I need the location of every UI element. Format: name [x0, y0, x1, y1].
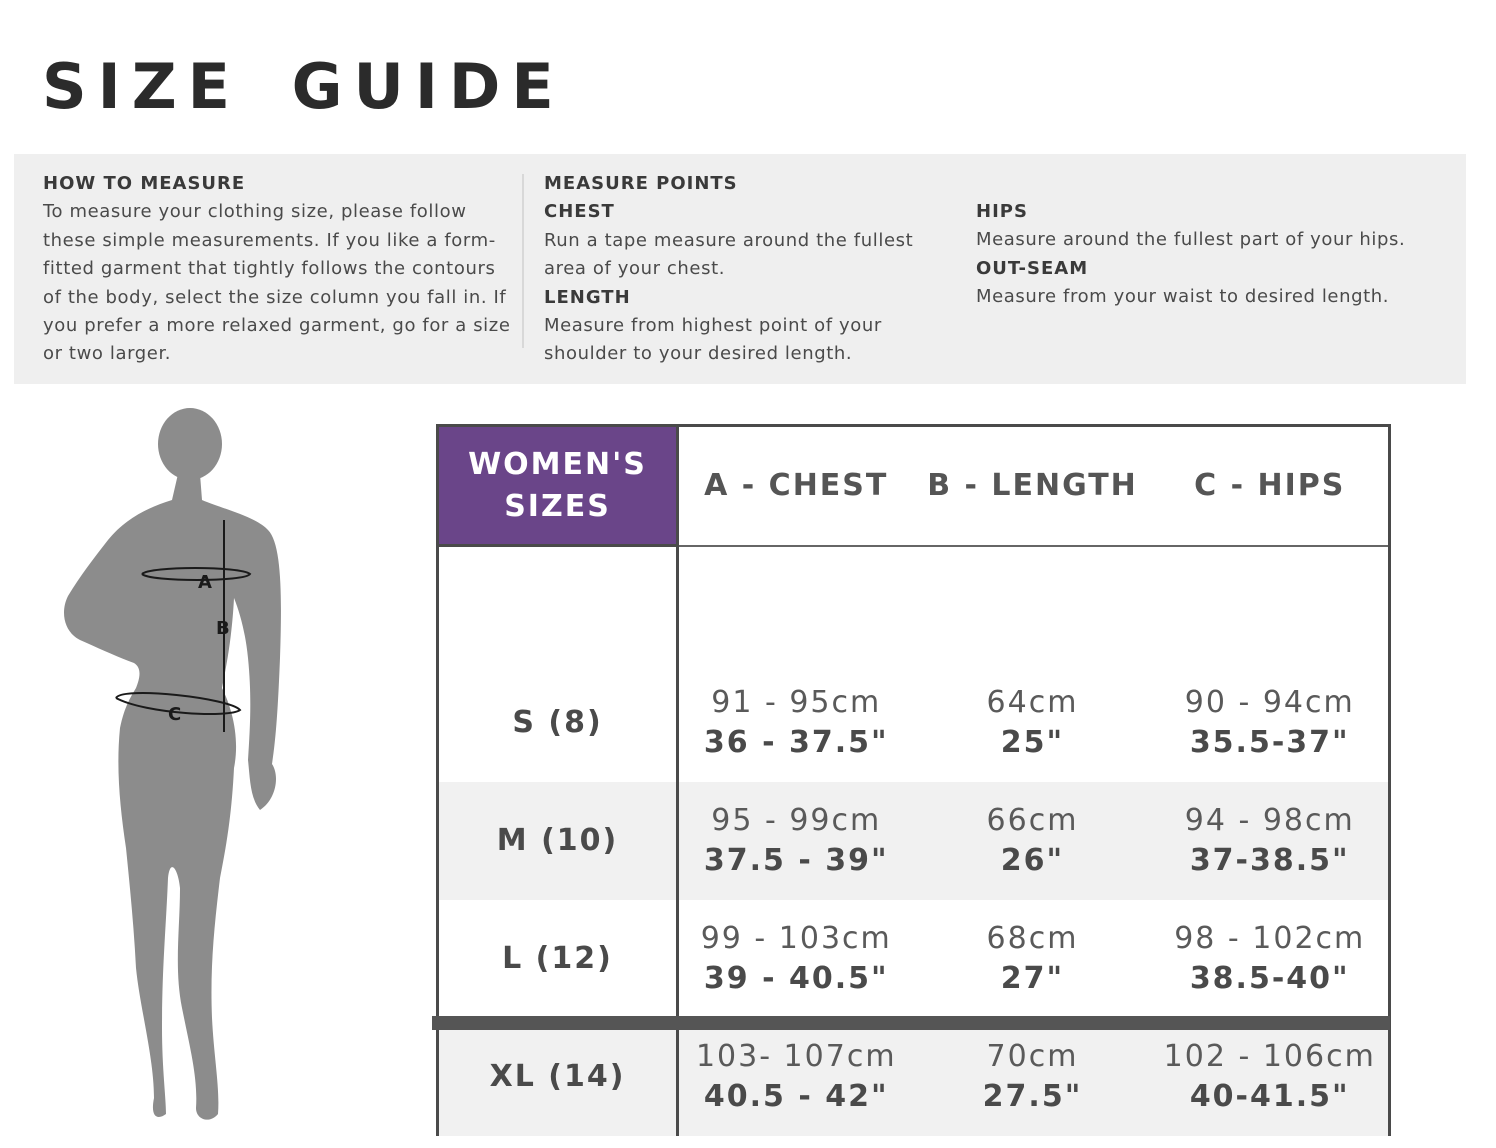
size-label: L (12): [438, 900, 678, 1018]
hips-cm: 98 - 102cm: [1174, 920, 1366, 956]
chest-cm: 103- 107cm: [695, 1038, 897, 1074]
hips-label: HIPS: [976, 201, 1028, 222]
length-text: Measure from highest point of your shoulder to your desired length.: [544, 315, 882, 365]
table-row: [438, 782, 1390, 900]
chest-label: CHEST: [544, 201, 615, 223]
hips-cm: 94 - 98cm: [1184, 802, 1355, 838]
figure-body: [64, 474, 281, 1120]
outseam-text: Measure from your waist to desired length.: [976, 286, 1390, 308]
outseam-label: OUT-SEAM: [976, 257, 1089, 279]
length-in: 27.5": [982, 1078, 1083, 1114]
chest-cell: [678, 1018, 914, 1136]
chest-in: 36 - 37.5": [703, 724, 889, 760]
spacer-row: [438, 546, 1390, 664]
hips-cell: [1152, 1018, 1390, 1136]
measure-points-heading: MEASURE POINTS: [544, 173, 738, 194]
length-label: LENGTH: [544, 286, 631, 308]
length-header: B - LENGTH: [914, 426, 1152, 546]
panel-divider: [522, 174, 524, 348]
table-row: [438, 900, 1390, 1018]
hips-cm: 102 - 106cm: [1163, 1038, 1376, 1074]
length-in: 25": [1000, 724, 1065, 760]
figure-label-a: A: [198, 572, 212, 593]
corner-line-1: WOMEN'S: [468, 446, 647, 482]
chest-cm: 95 - 99cm: [711, 802, 882, 838]
hips-cell: [1152, 664, 1390, 782]
length-cm: 64cm: [986, 684, 1079, 720]
measure-points-section: [544, 170, 924, 369]
how-to-measure-text: To measure your clothing size, please follow these simple measurements. If you like a form-fitted garment that tightly follows the contours of the body, select the size column you fall in. If you prefer a more relaxed garment, go for a size or two larger.: [43, 201, 511, 365]
measure-info-panel: [14, 154, 1466, 384]
chest-in: 37.5 - 39": [703, 842, 889, 878]
size-chart: [436, 424, 1388, 1114]
hips-cm: 90 - 94cm: [1184, 684, 1355, 720]
womens-sizes-header: [438, 426, 678, 546]
measure-points-section-2: [976, 198, 1446, 312]
chest-cm: 99 - 103cm: [700, 920, 892, 956]
chest-cell: [678, 900, 914, 1018]
hips-in: 38.5-40": [1189, 960, 1350, 996]
figure-head: [158, 408, 222, 480]
body-silhouette-figure: [50, 408, 310, 1128]
page-title: SIZE GUIDE: [42, 50, 565, 123]
table-header-row: [438, 426, 1390, 546]
figure-label-b: B: [216, 618, 230, 639]
length-in: 27": [1000, 960, 1065, 996]
hips-cell: [1152, 900, 1390, 1018]
length-cm: 68cm: [986, 920, 1079, 956]
hips-text: Measure around the fullest part of your hips.: [976, 229, 1406, 251]
hips-in: 40-41.5": [1189, 1078, 1350, 1114]
length-cm: 70cm: [986, 1038, 1079, 1074]
size-label: XL (14): [438, 1018, 678, 1136]
chest-cm: 91 - 95cm: [711, 684, 882, 720]
chest-text: Run a tape measure around the fullest area of your chest.: [544, 229, 914, 280]
table-bottom-bar: [432, 1016, 1390, 1030]
hips-header: C - HIPS: [1152, 426, 1390, 546]
chest-header: A - CHEST: [678, 426, 914, 546]
table-row: [438, 664, 1390, 782]
size-label: S (8): [438, 664, 678, 782]
length-in: 26": [1000, 842, 1065, 878]
length-cell: [914, 900, 1152, 1018]
figure-label-c: C: [168, 704, 182, 725]
length-cell: [914, 1018, 1152, 1136]
length-cell: [914, 664, 1152, 782]
how-to-measure-heading: HOW TO MEASURE: [43, 173, 246, 194]
chest-in: 39 - 40.5": [703, 960, 889, 996]
hips-in: 35.5-37": [1189, 724, 1350, 760]
hips-cell: [1152, 782, 1390, 900]
size-label: M (10): [438, 782, 678, 900]
chest-cell: [678, 664, 914, 782]
corner-line-2: SIZES: [504, 488, 611, 524]
length-cell: [914, 782, 1152, 900]
table-row: [438, 1018, 1390, 1136]
chest-in: 40.5 - 42": [703, 1078, 889, 1114]
hips-in: 37-38.5": [1189, 842, 1350, 878]
how-to-measure-section: [43, 170, 513, 369]
length-cm: 66cm: [986, 802, 1079, 838]
chest-cell: [678, 782, 914, 900]
